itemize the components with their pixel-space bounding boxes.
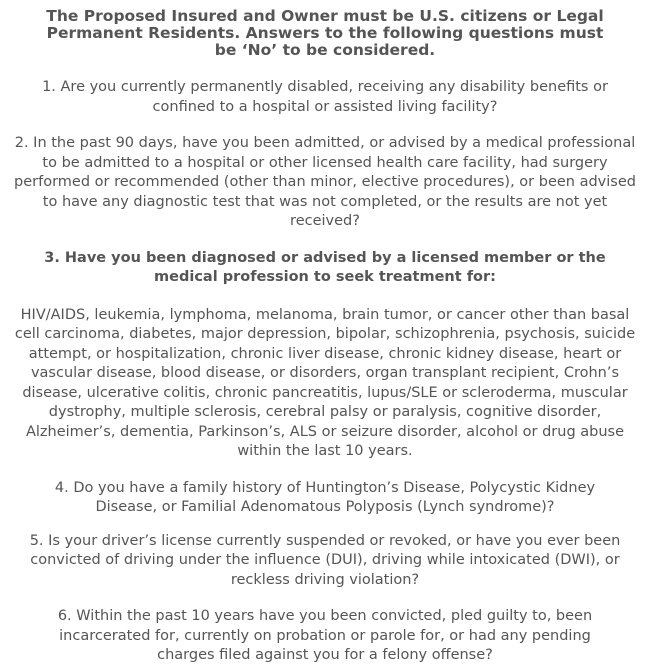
question-1: 1. Are you currently permanently disabled, receiving any disability benefits or confined to a hospital or assisted living facility? [42,79,608,115]
question-4: 4. Do you have a family history of Huntington’s Disease, Polycystic Kidney Disease, or Familial Adenomatous Polyposis (Lynch syndrome)? [54,479,596,515]
eligibility-header: The Proposed Insured and Owner must be U.S. citizens or Legal Permanent Residents. Answers to the following questions must be ‘No’ to be considered. [46,7,604,59]
question-2: 2. In the past 90 days, have you been admitted, or advised by a medical professional to be admitted to a hospital or other licensed health care facility, had surgery performed or recommended (other than minor, elective procedures), or been advised to have any diagnostic test that was not completed, or the results are not yet received? [14,135,636,229]
question-5: 5. Is your driver’s license currently suspended or revoked, or have you ever been convicted of driving under the influence (DUI), driving while intoxicated (DWI), or reckless driving violation? [29,532,621,588]
question-3-conditions-list: HIV/AIDS, leukemia, lymphoma, melanoma, brain tumor, or cancer other than basal cell carcinoma, diabetes, major depression, bipolar, schizophrenia, psychosis, suicide attempt, or hospitalization, chronic liver disease, chronic kidney disease, heart or vascular disease, blood disease, or disorders, organ transplant recipient, Crohn’s disease, ulcerative colitis, chronic pancreatitis, lupus/SLE or scleroderma, muscular dystrophy, multiple sclerosis, cerebral palsy or paralysis, cognitive disorder, Alzheimer’s, dementia, Parkinson’s, ALS or seizure disorder, alcohol or drug abuse within the last 10 years. [14,306,636,459]
question-6: 6. Within the past 10 years have you been convicted, pled guilty to, been incarcerated for, currently on probation or parole for, or had any pending charges filed against you for a felony offense? [57,608,593,663]
question-3: 3. Have you been diagnosed or advised by a licensed member or the medical profession to seek treatment for: [44,249,606,285]
